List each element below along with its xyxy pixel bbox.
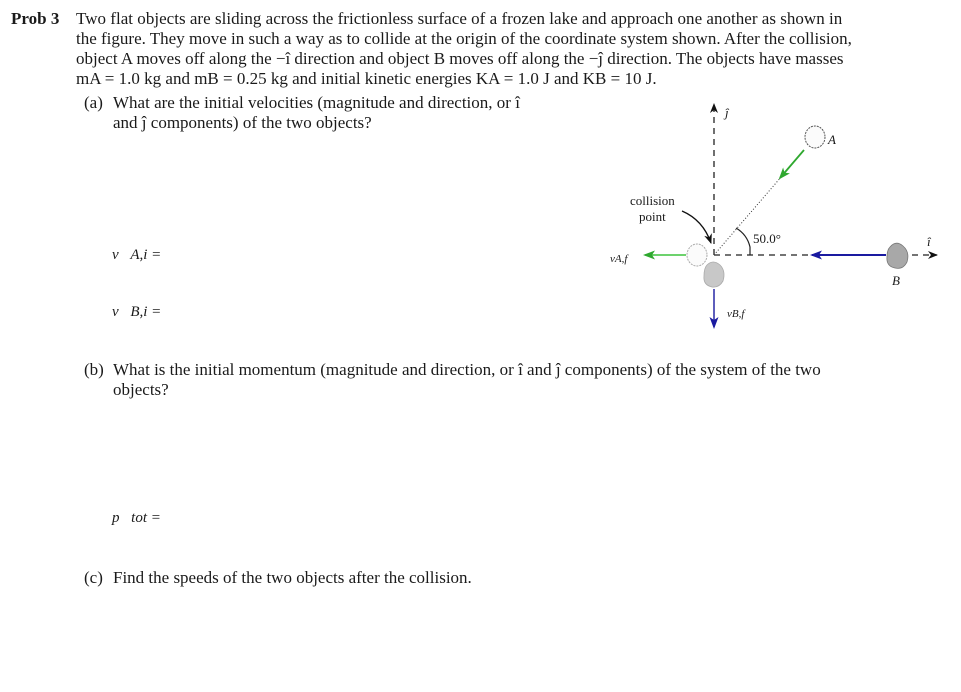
object-B-label: B [892, 273, 900, 288]
object-A-label: A [828, 132, 836, 147]
part-c-label: (c) [84, 568, 103, 587]
vA-initial-arrow [780, 150, 804, 178]
object-A-after [687, 244, 707, 266]
vA-final-label: vA,f [610, 253, 628, 265]
angle-label: 50.0° [753, 231, 781, 246]
part-a-label: (a) [84, 93, 103, 112]
part-a-question-line-1: What are the initial velocities (magnitude and direction, or î [113, 93, 520, 112]
object-A [805, 126, 825, 148]
collision-label-1: collision [630, 193, 675, 208]
problem-text-line-2: the figure. They move in such a way as to collide at the origin of the coordinate system shown. After the collision, [76, 29, 852, 48]
answer-p-total: p⃗tot = [112, 510, 161, 526]
part-c-question: Find the speeds of the two objects after the collision. [113, 568, 472, 587]
object-B-after [704, 262, 724, 287]
problem-label: Prob 3 [11, 9, 60, 28]
problem-text-line-1: Two flat objects are sliding across the frictionless surface of a frozen lake and approach one another as shown in [76, 9, 843, 28]
vB-final-label: vB,f [727, 308, 745, 320]
part-b-question-line-2: objects? [113, 380, 169, 399]
part-b-label: (b) [84, 360, 104, 379]
object-B [887, 243, 908, 268]
collision-label-2: point [639, 209, 666, 224]
collision-pointer-arrow [682, 211, 711, 243]
part-b-question-line-1: What is the initial momentum (magnitude and direction, or î and ĵ components) of the system of the two [113, 360, 821, 379]
part-a-question-line-2: and ĵ components) of the two objects? [113, 113, 372, 132]
angle-arc [736, 228, 750, 255]
answer-vA-initial: v⃗A,i = [112, 247, 162, 263]
answer-vB-initial: v⃗B,i = [112, 304, 162, 320]
j-axis-label: ĵ [725, 105, 729, 120]
problem-text-line-3: object A moves off along the −î direction and object B moves off along the −ĵ direction. The objects have masses [76, 49, 844, 68]
problem-text-line-4: mA = 1.0 kg and mB = 0.25 kg and initial kinetic energies KA = 1.0 J and KB = 10 J. [76, 69, 657, 88]
i-axis-label: î [927, 234, 931, 249]
